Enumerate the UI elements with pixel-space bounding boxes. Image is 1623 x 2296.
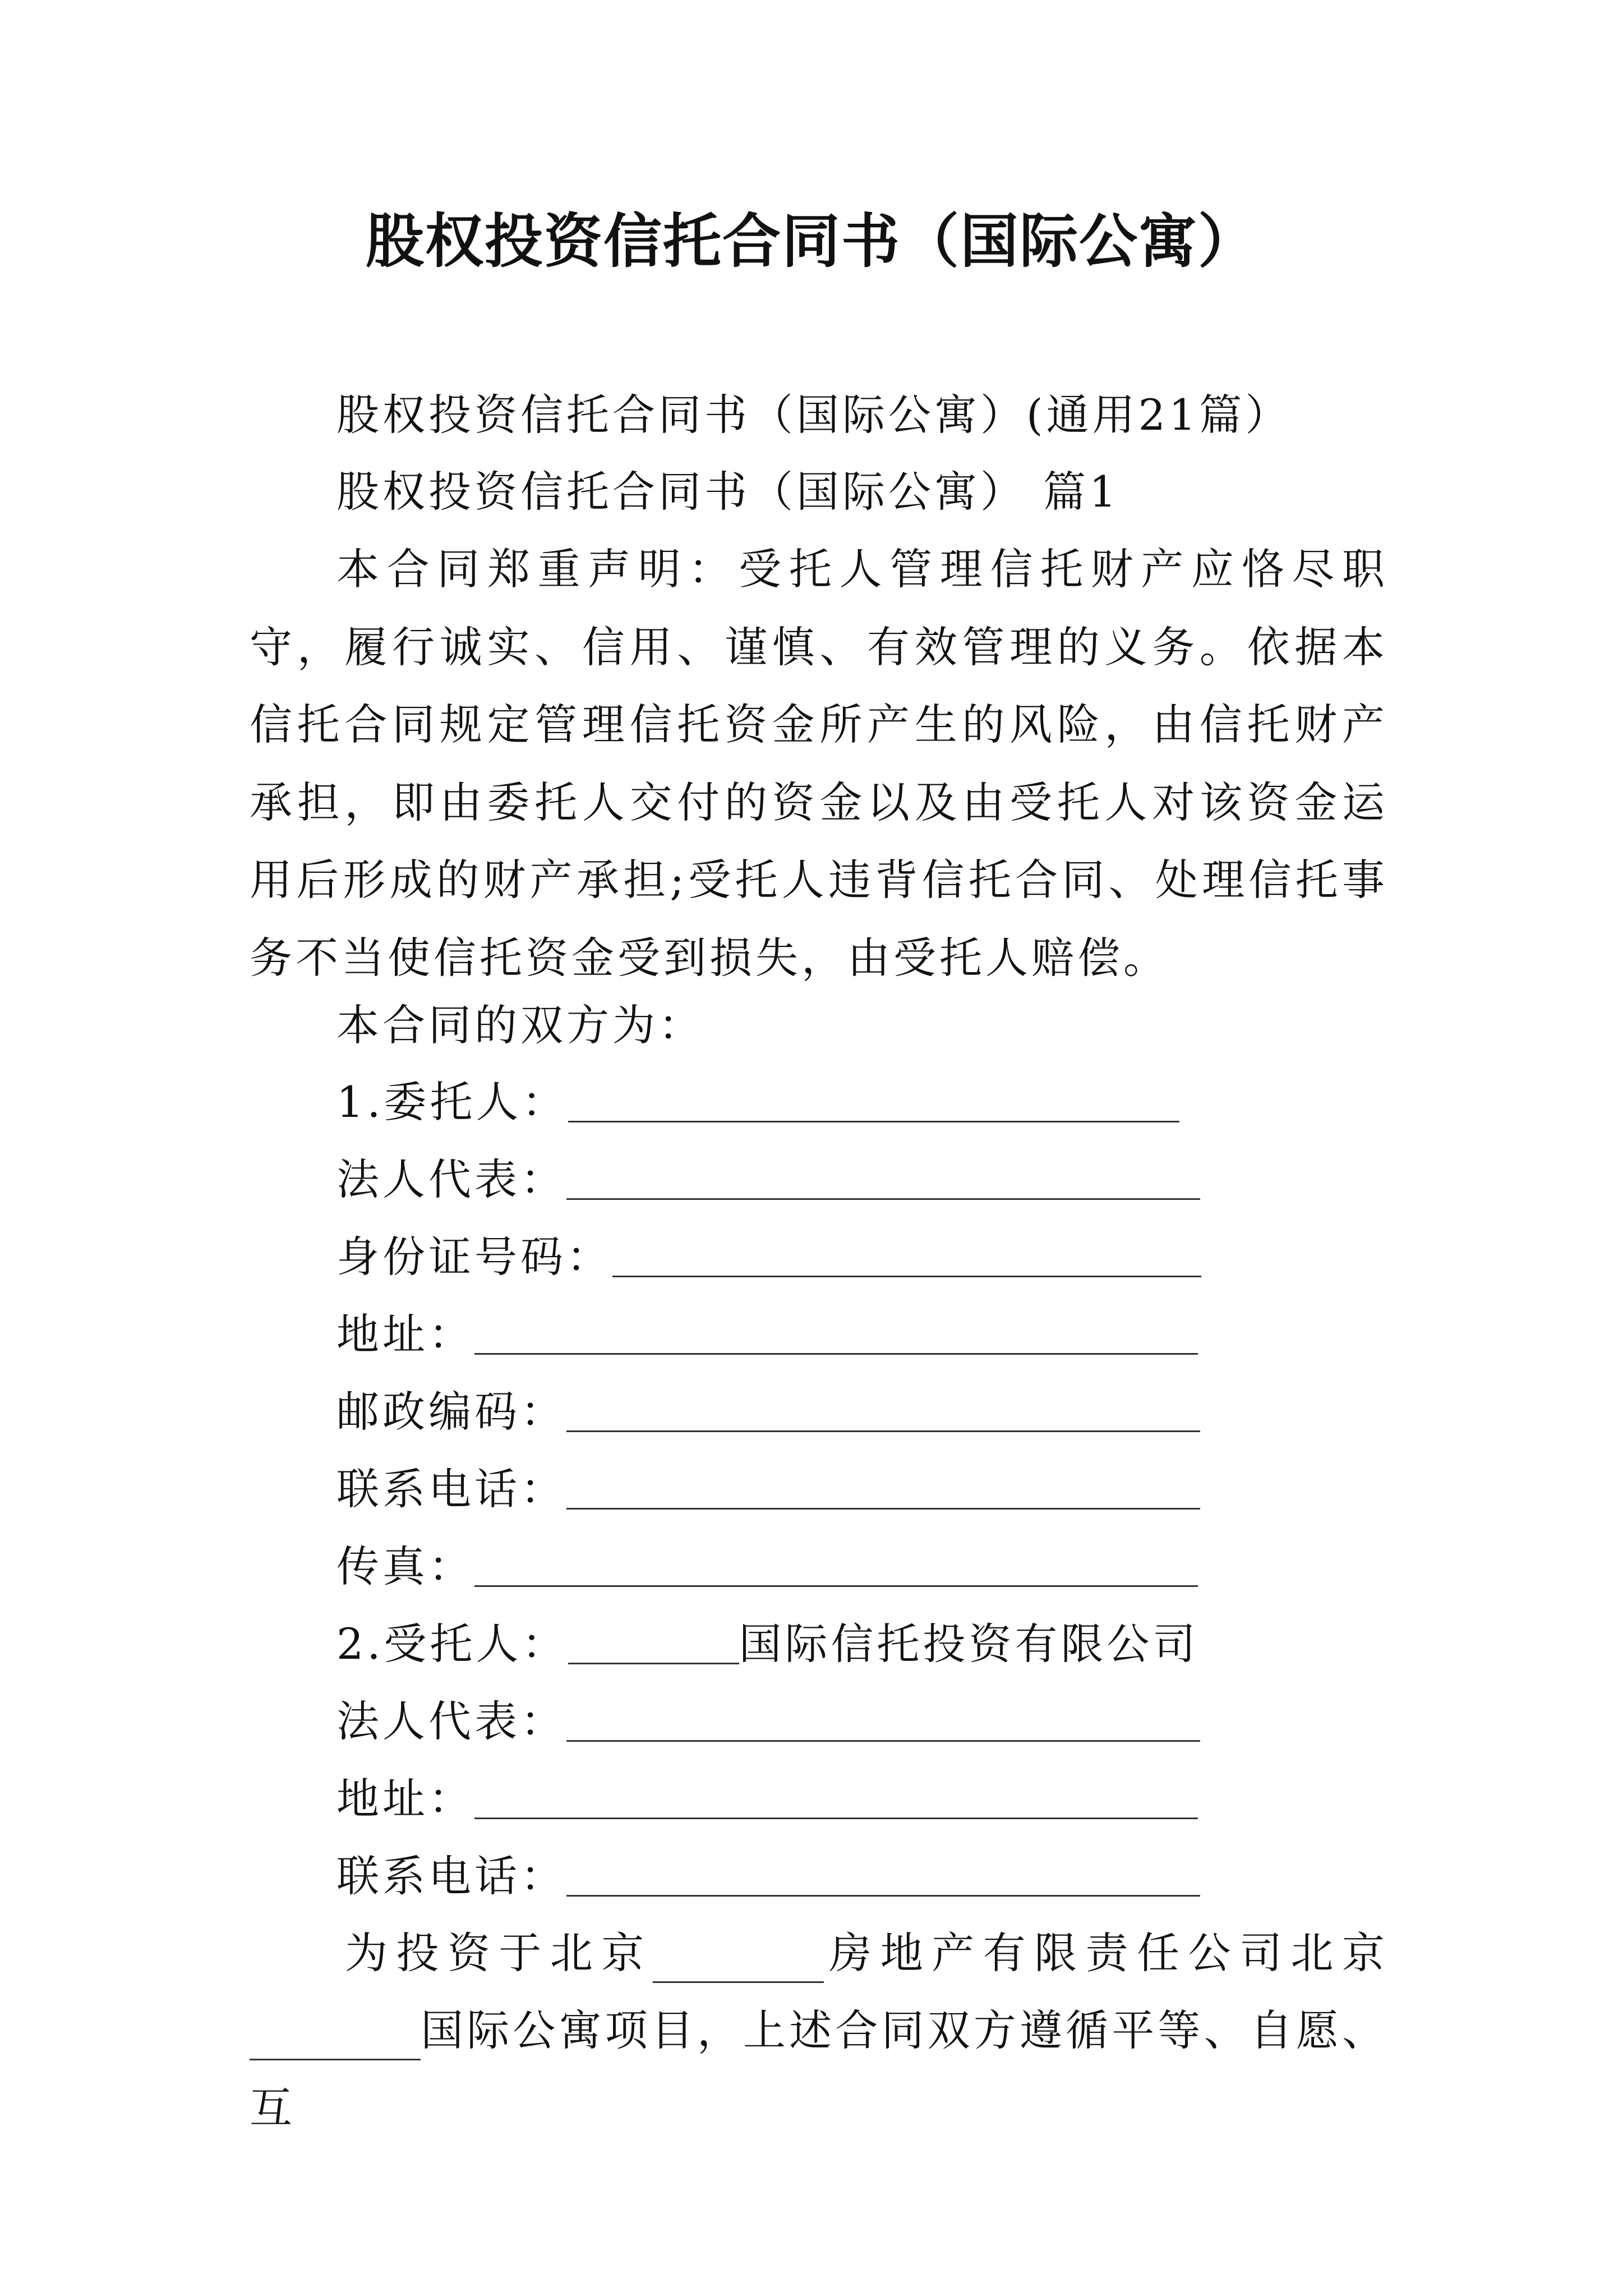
document-subtitle: 股权投资信托合同书（国际公寓）(通用21篇）	[336, 390, 1292, 440]
party1-legal-rep-field	[336, 1152, 1200, 1208]
party1-legal-rep-label: 法人代表：	[336, 1154, 566, 1204]
trustee-label: 2.受托人：	[336, 1619, 568, 1669]
party2-legal-rep-blank[interactable]	[566, 1701, 1200, 1742]
id-number-blank[interactable]	[612, 1236, 1201, 1277]
purpose-part3: 国际公寓项目，上述合同双方遵循平等、自愿、互	[250, 2005, 1388, 2133]
fax-blank[interactable]	[474, 1546, 1198, 1587]
party1-address-label: 地址：	[336, 1309, 474, 1359]
party2-address-field	[336, 1771, 1198, 1827]
id-number-field	[336, 1229, 1201, 1285]
party1-address-field	[336, 1306, 1198, 1363]
principal-blank[interactable]	[568, 1082, 1179, 1122]
postcode-blank[interactable]	[566, 1391, 1200, 1432]
developer-name-blank[interactable]	[653, 1944, 824, 1983]
party2-address-blank[interactable]	[474, 1778, 1198, 1819]
party2-phone-blank[interactable]	[566, 1856, 1200, 1897]
party1-phone-blank[interactable]	[566, 1469, 1200, 1510]
fax-label: 传真：	[336, 1542, 474, 1591]
postcode-field	[336, 1384, 1200, 1440]
party2-phone-label: 联系电话：	[336, 1851, 566, 1901]
postcode-label: 邮政编码：	[336, 1387, 566, 1437]
principal-field	[336, 1074, 1179, 1130]
principal-label: 1.委托人：	[336, 1077, 568, 1127]
purpose-part1: 为投资于北京	[345, 1928, 653, 1978]
party2-legal-rep-label: 法人代表：	[336, 1696, 566, 1746]
party1-phone-label: 联系电话：	[336, 1464, 566, 1514]
trustee-field	[336, 1616, 1199, 1672]
party2-phone-field	[336, 1848, 1200, 1904]
party1-phone-field	[336, 1461, 1200, 1517]
purpose-part2: 房地产有限责任公司北京	[823, 1928, 1389, 1978]
document-title: 股权投资信托合同书（国际公寓）	[365, 207, 1257, 275]
party2-legal-rep-field	[336, 1694, 1200, 1750]
apartment-name-blank[interactable]	[250, 2022, 421, 2060]
parties-intro: 本合同的双方为：	[336, 1000, 704, 1050]
trustee-blank[interactable]	[568, 1623, 739, 1664]
party1-address-blank[interactable]	[474, 1314, 1198, 1355]
party2-address-label: 地址：	[336, 1774, 474, 1824]
id-number-label: 身份证号码：	[336, 1232, 612, 1282]
declaration-paragraph: 本合同郑重声明：受托人管理信托财产应恪尽职守，履行诚实、信用、谨慎、有效管理的义务。依据本信托合同规定管理信托资金所产生的风险，由信托财产承担，即由委托人交付的资金以及由受托人对该资金运用后形成的财产承担;受托人违背信托合同、处理信托事务不当使信托资金受到损失，由受托人赔偿。	[250, 544, 1388, 983]
purpose-paragraph	[250, 1915, 1388, 2147]
fax-field	[336, 1539, 1198, 1595]
trustee-company: 国际信托投资有限公司	[739, 1619, 1199, 1669]
party1-legal-rep-blank[interactable]	[566, 1159, 1200, 1200]
section-heading: 股权投资信托合同书（国际公寓） 篇1	[336, 467, 1120, 517]
